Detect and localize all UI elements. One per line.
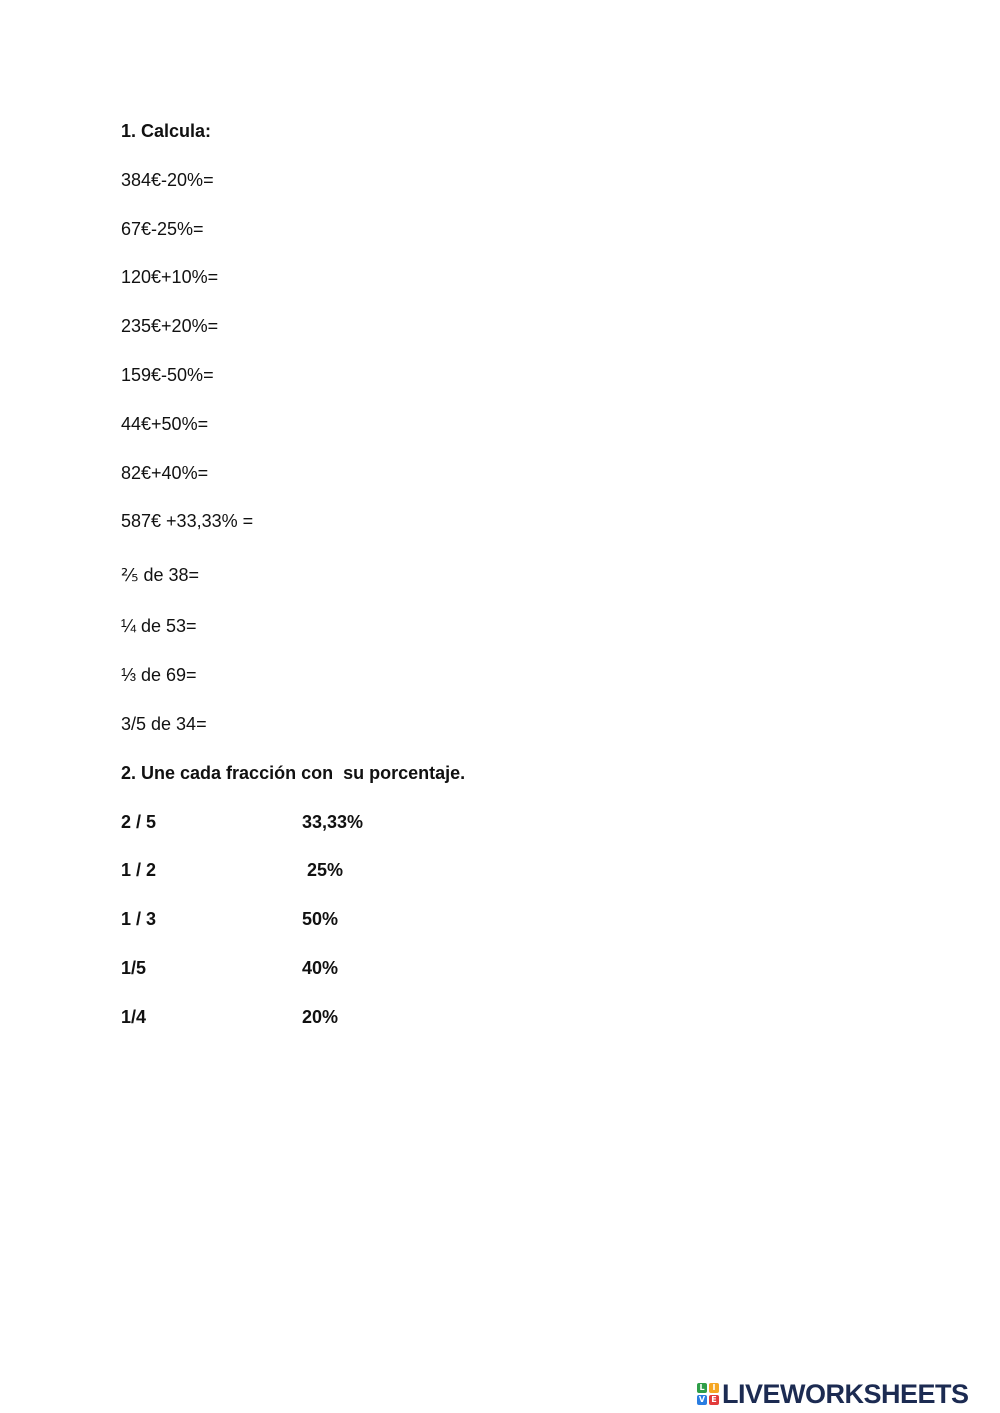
- fraction-label: 1/5: [121, 958, 147, 978]
- exercise-item: 159€-50%=: [121, 365, 214, 385]
- percent-label: 33,33%: [302, 812, 364, 832]
- brand-name: LIVEWORKSHEETS: [722, 1378, 969, 1409]
- fraction-label: 1 / 3: [121, 909, 157, 929]
- exercise-item: ¼ de 53=: [121, 616, 197, 636]
- percent-label: 50%: [302, 909, 339, 929]
- fraction-label: 1 / 2: [121, 860, 157, 880]
- exercise-item: ⅖ de 38=: [121, 565, 200, 585]
- exercise-item: 67€-25%=: [121, 219, 204, 239]
- logo-mark-tile: E: [709, 1395, 719, 1405]
- logo-mark-tile: V: [698, 1395, 706, 1404]
- section-2-heading: 2. Une cada fracción con su porcentaje.: [121, 763, 466, 783]
- liveworksheets-logo: [697, 1378, 969, 1410]
- logo-mark-tile: I: [709, 1383, 719, 1393]
- percent-label: 40%: [302, 958, 339, 978]
- exercise-item: 384€-20%=: [121, 170, 214, 190]
- percent-label: 20%: [302, 1007, 339, 1027]
- fraction-label: 2 / 5: [121, 812, 157, 832]
- exercise-item: 3/5 de 34=: [121, 714, 207, 734]
- exercise-item: 82€+40%=: [121, 463, 209, 483]
- percent-label: 25%: [302, 860, 344, 880]
- exercise-item: 44€+50%=: [121, 414, 209, 434]
- fraction-label: 1/4: [121, 1007, 147, 1027]
- exercise-item: 235€+20%=: [121, 316, 219, 336]
- logo-mark-tile: L: [697, 1383, 707, 1393]
- section-1-heading: 1. Calcula:: [121, 121, 212, 141]
- exercise-item: 587€ +33,33% =: [121, 511, 254, 531]
- exercise-item: ⅓ de 69=: [121, 665, 197, 685]
- exercise-item: 120€+10%=: [121, 267, 219, 287]
- liveworksheets-logo-icon: [697, 1383, 719, 1405]
